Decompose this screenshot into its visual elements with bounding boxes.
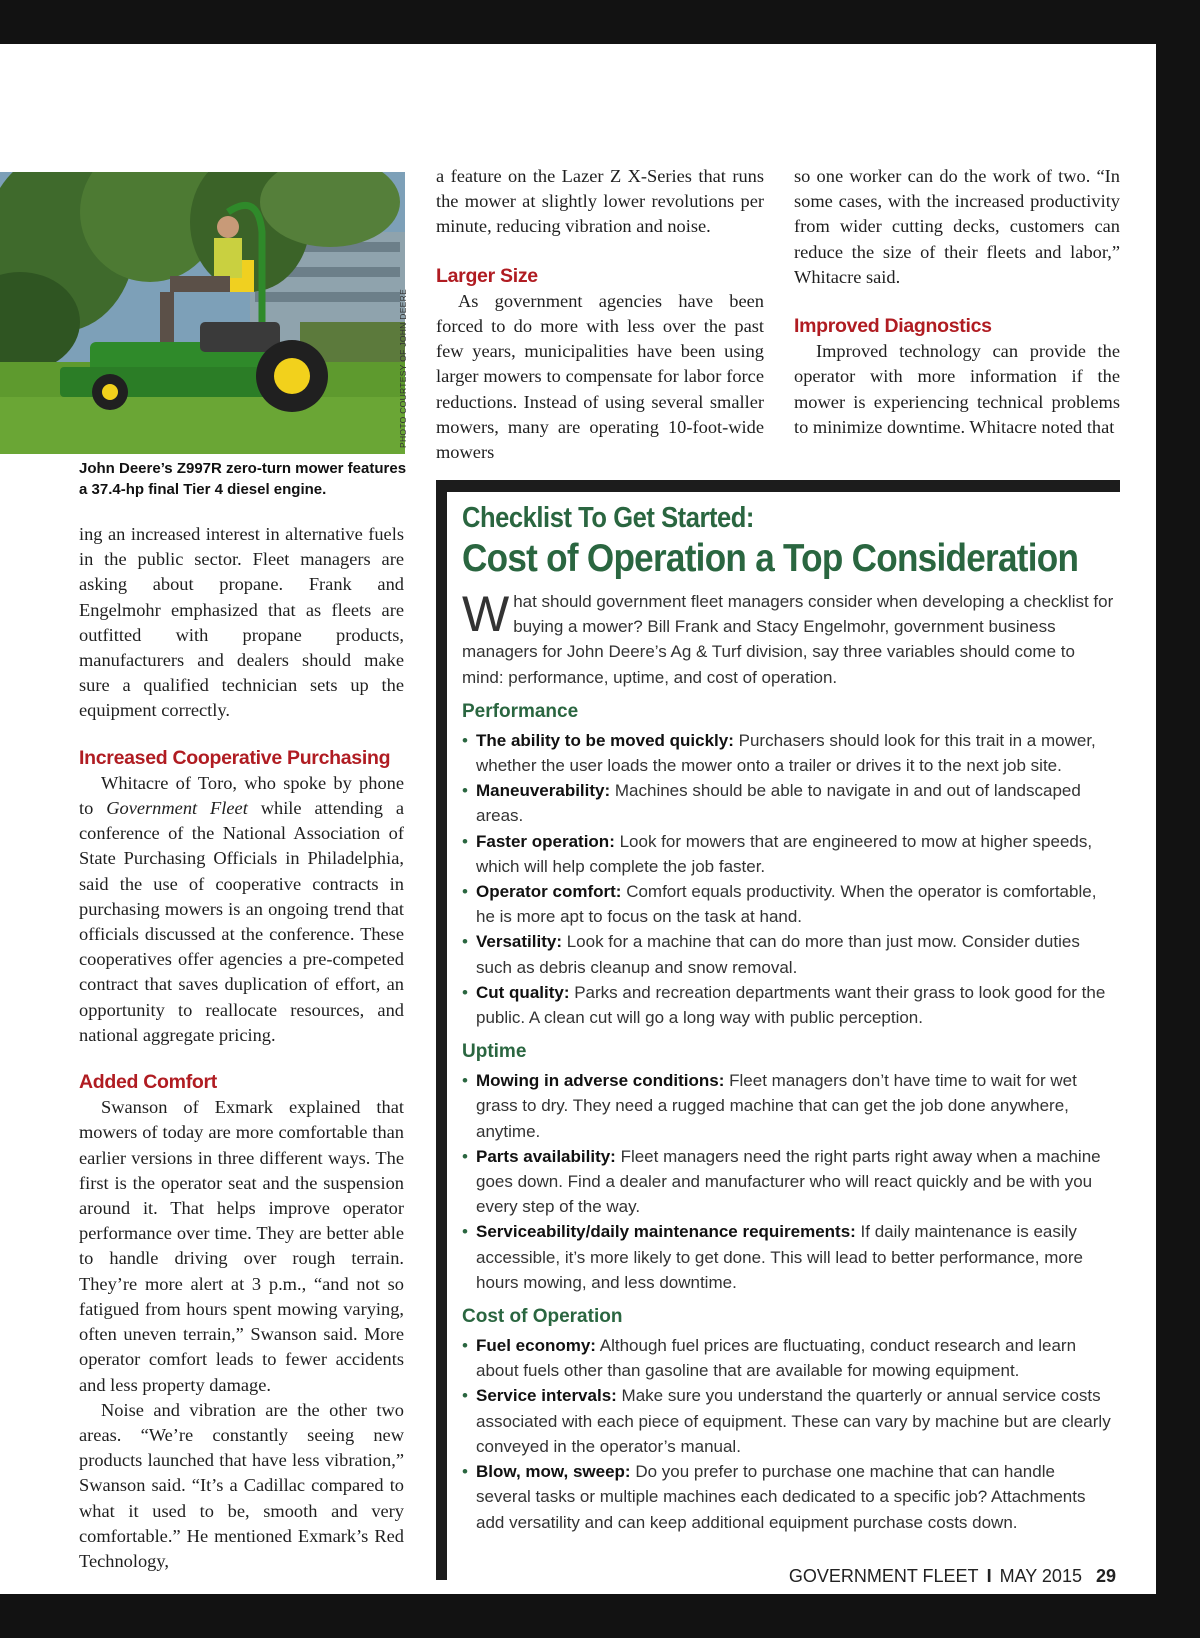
column-2	[436, 164, 764, 465]
photo-caption: John Deere’s Z997R zero-turn mower features a 37.4-hp final Tier 4 diesel engine.	[79, 460, 407, 498]
list-item: • Parts availability: Fleet managers need the right parts right away when a machine goes down. Find a dealer and manufacturer who will react quickly and be with you every step of the way.	[462, 1144, 1114, 1220]
list-item: • Cut quality: Parks and recreation departments want their grass to look good for the public. A clean cut will go a long way with public perception.	[462, 980, 1114, 1030]
heading-larger-size: Larger Size	[436, 264, 538, 287]
list-item: • The ability to be moved quickly: Purchasers should look for this trait in a mower, whether the user loads the mower onto a trailer or drives it to the next job site.	[462, 728, 1114, 778]
drop-cap: W	[462, 586, 510, 642]
section-title-uptime: Uptime	[462, 1041, 527, 1063]
list-item: • Faster operation: Look for mowers that are engineered to mow at higher speeds, which will help complete the job faster.	[462, 829, 1114, 879]
list-item: • Operator comfort: Comfort equals productivity. When the operator is comfortable, he is more apt to focus on the task at hand.	[462, 879, 1114, 929]
col2-paragraph-2: As government agencies have been forced to do more with less over the past few years, municipalities have been using larger mowers to compensate for labor force reductions. Instead of using several smaller mowers, many are operating 10-foot-wide mowers	[436, 290, 764, 463]
sidebar-top-rule	[436, 480, 1120, 492]
performance-list	[462, 728, 1114, 1030]
col1-paragraph-2: Whitacre of Toro, who spoke by phone to Government Fleet while attending a conference of the National Association of State Purchasing Officials in Philadelphia, said the use of cooperative contracts in purchasing mowers is an ongoing trend that officials discussed at the conference. These cooperatives offer agencies a pre-competed contract that saves duplication of effort, an opportunity to reallocate resources, and national aggregate pricing.	[79, 772, 404, 1045]
section-title-performance: Performance	[462, 700, 579, 722]
col3-paragraph-1: so one worker can do the work of two. “In some cases, with the increased productivity from wider cutting decks, customers can reduce the size of their fleets and labor,” Whitacre said.	[794, 166, 1120, 287]
issue-date: MAY 2015	[999, 1566, 1082, 1586]
magazine-page	[0, 44, 1156, 1594]
page-number: 29	[1095, 1566, 1116, 1586]
photo-credit: PHOTO COURTESY OF JOHN DEERE	[398, 288, 408, 448]
sidebar-left-rule	[436, 480, 447, 1580]
col1-paragraph-4: Noise and vibration are the other two areas. “We’re constantly seeing new products launched that have less vibration,” Swanson said. “It’s a Cadillac compared to what it used to be, smooth and very comfortable.” He mentioned Exmark’s Red Technology,	[79, 1399, 404, 1571]
cost-of-operation-list	[462, 1333, 1114, 1535]
column-1	[79, 522, 404, 1574]
column-3	[794, 164, 1120, 440]
heading-added-comfort: Added Comfort	[79, 1071, 217, 1094]
col1-paragraph-3: Swanson of Exmark explained that mowers of today are more comfortable than earlier versions in three different ways. The first is the operator seat and the suspension around it. That helps improve operator performance over time. They are better able to handle driving over rough terrain. They’re more alert at 3 p.m., “and not so fatigued from hours spent mowing varying, often uneven terrain,” Swanson said. More operator comfort leads to fewer accidents and less property damage.	[79, 1097, 404, 1395]
section-title-cost-of-operation: Cost of Operation	[462, 1306, 623, 1328]
list-item: • Serviceability/daily maintenance requirements: If daily maintenance is easily accessible, it’s more likely to get done. This will lead to better performance, more hours mowing, and less downtime.	[462, 1219, 1114, 1295]
list-item: • Maneuverability: Machines should be able to navigate in and out of landscaped areas.	[462, 778, 1114, 828]
list-item: • Fuel economy: Although fuel prices are fluctuating, conduct research and learn about fuels other than gasoline that are available for mowing equipment.	[462, 1333, 1114, 1383]
checklist-sidebar	[462, 501, 1114, 1535]
footer-separator: I	[986, 1566, 992, 1586]
page-footer	[789, 1566, 1116, 1587]
heading-improved-diagnostics: Improved Diagnostics	[794, 315, 992, 338]
heading-cooperative-purchasing: Increased Cooperative Purchasing	[79, 746, 391, 769]
col1-paragraph-1: ing an increased interest in alternative fuels in the public sector. Fleet managers are asking about propane. Frank and Engelmohr emphasized that as fleets are outfitted with propane products, manufacturers and dealers should make sure a qualified technician sets up the equipment correctly.	[79, 524, 404, 721]
list-item: • Mowing in adverse conditions: Fleet managers don’t have time to wait for wet grass to dry. They need a rugged machine that can get the job done anywhere, anytime.	[462, 1068, 1114, 1144]
col3-paragraph-2: Improved technology can provide the operator with more information if the mower is experiencing technical problems to minimize downtime. Whitacre noted that	[794, 341, 1120, 437]
checklist-headline: Cost of Operation a Top Consideration	[462, 537, 1079, 580]
list-item: • Service intervals: Make sure you understand the quarterly or annual service costs associated with each piece of equipment. These can vary by machine but are clearly conveyed in the operator’s manual.	[462, 1383, 1114, 1459]
checklist-intro: What should government fleet managers consider when developing a checklist for buying a mower? Bill Frank and Stacy Engelmohr, government business managers for John Deere’s Ag & Turf division, say three variables should come to mind: performance, uptime, and cost of operation.	[462, 586, 1114, 687]
uptime-list	[462, 1068, 1114, 1295]
list-item: • Blow, mow, sweep: Do you prefer to purchase one machine that can handle several tasks or multiple machines each dedicated to a specific job? Attachments add versatility and can keep additional equipment purchase costs down.	[462, 1459, 1114, 1535]
checklist-kicker: Checklist To Get Started:	[462, 502, 754, 534]
list-item: • Versatility: Look for a machine that can do more than just mow. Consider duties such as debris cleanup and snow removal.	[462, 929, 1114, 979]
mower-photo	[0, 172, 405, 454]
publication-name: GOVERNMENT FLEET	[788, 1566, 979, 1586]
col2-paragraph-1: a feature on the Lazer Z X-Series that runs the mower at slightly lower revolutions per minute, reducing vibration and noise.	[436, 166, 764, 237]
